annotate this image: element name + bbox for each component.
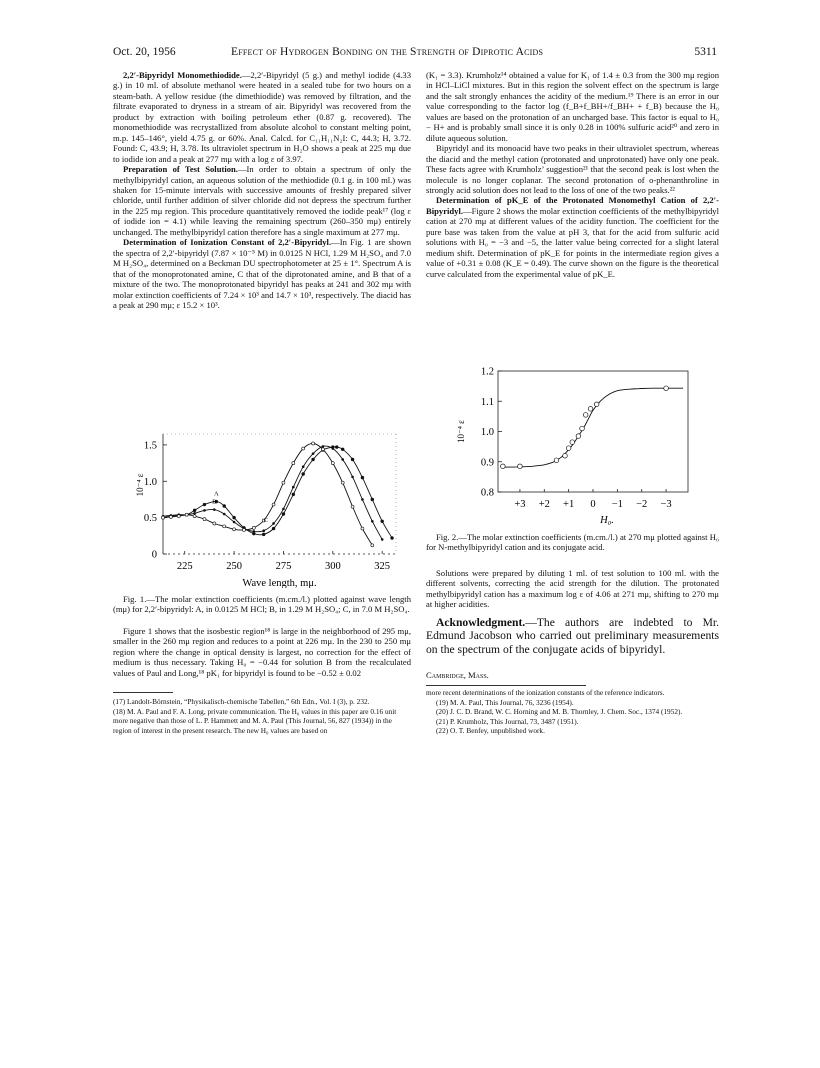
data-point-B — [282, 508, 285, 511]
data-point-C — [193, 515, 196, 518]
data-point — [583, 413, 588, 418]
paragraph-text: —2,2′-Bipyridyl (5 g.) and methyl iodide (4.33 g.) in 10 ml. of absolute methanol were heated in a sealed tube for two hours on a steam-bath. A yellow residue (the dimethiodide) was removed by filtration, and the filtrate evaporated to dryness in a stream of air. Bipyridyl was recovered from the product by extraction with boiling petroleum ether (0.87 g. recovered). The monomethiodide was recrystallized from absolute alcohol to constant melting point, m.p. 145–146°, yield 4.75 g. or 60%. Anal. Calcd. for C₁₁H₁₁N₂I: C, 44.3; H, 3.72. Found: C, 43.9; H, 3.78. Its ultraviolet spectrum in H₂O shows a peak at 225 mμ due to iodide ion and a peak at 277 mμ with a log ε of 3.97. — [113, 70, 411, 164]
footnotes-left — [113, 697, 411, 735]
data-point — [576, 434, 581, 439]
footnote: more recent determinations of the ionization constants of the reference indicators. — [426, 688, 665, 697]
y-tick-label: 1.2 — [480, 366, 494, 378]
right-paragraph — [426, 195, 719, 279]
data-point-C — [361, 527, 364, 530]
y-tick-label: 0.5 — [143, 513, 157, 525]
data-point — [580, 426, 585, 431]
x-tick-label: −1 — [611, 499, 623, 510]
section-heading: Determination of Ionization Constant of 2,2′-Bipyridyl. — [123, 237, 332, 248]
footnote: (20) J. C. D. Brand, W. C. Horning and M. B. Thornley, J. Chem. Soc., 1374 (1952). — [436, 707, 683, 717]
x-tick-label: 275 — [275, 561, 292, 572]
data-point-A — [341, 448, 344, 451]
section-heading: Determination of pK_E of the Protonated Monomethyl Cation of 2,2′-Bipyridyl. — [426, 195, 719, 216]
data-point-C — [169, 515, 172, 518]
data-point — [664, 386, 669, 391]
data-point-B — [351, 476, 354, 479]
header-date: Oct. 20, 1956 — [113, 46, 176, 58]
left-paragraph — [113, 237, 411, 310]
data-point-C — [203, 518, 206, 521]
data-point-C — [302, 447, 305, 450]
data-point-A — [193, 509, 196, 512]
left-after-figure — [113, 626, 411, 678]
x-tick-label: +2 — [538, 499, 550, 510]
data-point-B — [233, 521, 236, 524]
data-point-A — [203, 503, 206, 506]
series-line-C — [163, 443, 372, 545]
data-point-A — [351, 458, 354, 461]
figure-1-caption-text: Fig. 1.—The molar extinction coefficients (m.cm./l.) plotted against wave length (mμ) for 2,2′-bipyridyl: A, in 0.0125 M HCl; B, in 1.29 M H₂SO₄; C, in 7.0 M H₂SO₄. — [113, 594, 411, 615]
acknowledgment-text: —The authors are indebted to Mr. Edmund Jacobson who carried out preliminary measurements on the spectrum of the conjugate acids of bipyridyl. — [426, 616, 719, 656]
data-point-C — [282, 481, 285, 484]
data-point — [563, 453, 568, 458]
footnote: (18) M. A. Paul and F. A. Long, private communication. The H₀ values in this paper are 0.16 unit more negative than those of L. P. Hammett and M. A. Paul (This Journal, 56, 827 (1934)) in the region of interest in the present research. The new H₀ values are based on — [113, 706, 397, 735]
paragraph-text: —Figure 2 shows the molar extinction coefficients of the methylbipyridyl cation at 270 mμ at different values of the acidity function. The coefficient for the pure base was taken from the value at pH 3, that for the acid from sulfuric acid solutions with H₀ = −3 and −5, the latter value being corrected for a slight lateral medium shift. Determination of pK_E for points in the intermediate region gives a value of +0.31 ± 0.08 (K_E = 0.49). The curve shown on the figure is the theoretical curve calculated from the experimental value of pK_E. — [426, 205, 719, 279]
data-point-A — [390, 536, 393, 539]
footnote: (21) P. Krumholz, This Journal, 73, 3487 (1951). — [436, 716, 579, 726]
left-column — [113, 70, 411, 310]
data-point-B — [341, 458, 344, 461]
x-tick-label: 250 — [226, 561, 242, 572]
data-point-C — [223, 525, 226, 528]
data-point-A — [282, 512, 285, 515]
data-point-A — [272, 527, 275, 530]
data-point-B — [253, 530, 256, 533]
theoretical-curve — [503, 388, 683, 467]
data-point — [501, 464, 506, 469]
data-point-C — [185, 513, 188, 516]
paragraph-text: —In Fig. 1 are shown the spectra of 2,2′-bipyridyl (7.87 × 10⁻⁵ M) in 0.0125 N HCl, 1.29 M H₂SO₄ and 7.0 M H₂SO₄, determined on a Beckman DU spectrophotometer at 25 ± 1°. Spectrum A is that of the monoprotonated amine, C that of the diprotonated amine, and B that of a mixture of the two. The monoprotonated bipyridyl has peaks at 241 and 302 mμ with molar extinction coefficients of 7.24 × 10³ and 14.7 × 10³, respectively. The diacid has a peak at 290 mμ; ε 15.2 × 10³. — [113, 237, 411, 310]
data-point-A — [223, 504, 226, 507]
data-point-B — [292, 486, 295, 489]
figure-2-caption-text: Fig. 2.—The molar extinction coefficients (m.cm./l.) at 270 mμ plotted against H₀ for N-methylbipyridyl cation and its conjugate acid. — [426, 532, 719, 553]
data-point-C — [331, 462, 334, 465]
x-axis-label: Wave length, mμ. — [242, 578, 317, 588]
x-tick-label: 325 — [374, 561, 391, 572]
data-point-B — [312, 452, 315, 455]
left-paragraph — [113, 70, 411, 164]
data-point-B — [223, 513, 226, 516]
y-tick-label: 1.0 — [143, 476, 157, 488]
data-point-B — [361, 498, 364, 501]
figure-1-chart — [113, 428, 411, 588]
right-after-figure-text: Solutions were prepared by diluting 1 ml. of test solution to 100 ml. with the different solvents, correcting the acid strength for the dilution. The protonated methylbipyridyl cation has a maximum log ε of 4.06 at 271 mμ, shifting to 270 mμ at higher acidities. — [426, 568, 719, 610]
figure-2-caption — [426, 532, 719, 553]
acknowledgment-heading: Acknowledgment. — [436, 616, 526, 629]
data-point-A — [292, 493, 295, 496]
data-point-A — [311, 458, 314, 461]
data-point-A — [371, 498, 374, 501]
data-point-B — [203, 509, 206, 512]
right-paragraph — [426, 143, 719, 195]
data-point-B — [332, 447, 335, 450]
data-point-C — [252, 526, 255, 529]
data-point-B — [371, 520, 374, 523]
x-tick-label: +1 — [563, 499, 575, 510]
data-point-C — [272, 503, 275, 506]
paragraph-text: —In order to obtain a spectrum of only the methylbipyridyl cation, an aqueous solution of the methiodide (0.1 g. in 100 ml.) was shaken for 15-minute intervals with successive amounts of freshly prepared silver chloride, until further addition of silver chloride did not depress the spectrum further in the 225 mμ region. This procedure quantitatively removed the iodide peak¹⁷ (log ε of iodide ion = 4.1) while leaving the remaining spectrum (260–350 mμ) entirely unchanged. The methylbipyridyl cation therefore has a single maximum at 277 mμ. — [113, 164, 411, 237]
footnote-rule-left — [113, 692, 173, 693]
data-point-C — [242, 529, 245, 532]
data-point-A — [301, 472, 304, 475]
x-axis-label: H₀. — [600, 515, 614, 526]
data-point-B — [272, 522, 275, 525]
data-point-B — [302, 465, 305, 468]
data-point-C — [213, 522, 216, 525]
data-point — [588, 407, 593, 412]
data-point-C — [162, 516, 165, 519]
y-tick-label: 0.8 — [480, 487, 494, 499]
y-tick-label: 1.0 — [480, 427, 494, 438]
y-tick-label: 0 — [151, 549, 157, 561]
y-tick-label: 1.1 — [480, 396, 494, 408]
data-point-C — [177, 515, 180, 518]
series-label: B — [212, 498, 217, 506]
data-point-C — [371, 544, 374, 547]
series-line-B — [163, 446, 382, 539]
series-label: A — [213, 490, 219, 498]
data-point-B — [381, 538, 384, 541]
running-header — [113, 46, 717, 60]
x-tick-label: 0 — [590, 499, 596, 510]
data-point-A — [262, 533, 265, 536]
data-point-C — [292, 462, 295, 465]
paragraph-text: Bipyridyl and its monoacid have two peaks in their ultraviolet spectrum, whereas the diacid and the methyl cation (protonated and unprotonated) have only one peak. These facts agree with Krumholz’ suggestion²¹ that the second peak is lost when the molecule is no longer coplanar. The second protonation of o-phenanthroline in strongly acid solution does not lead to the loss of one of the two peaks.²² — [426, 143, 719, 195]
acknowledgment — [426, 616, 719, 656]
series-label: C — [263, 516, 268, 524]
y-tick-label: 0.9 — [480, 457, 494, 469]
x-tick-label: −3 — [660, 499, 672, 510]
data-point-C — [321, 448, 324, 451]
data-point-B — [213, 508, 216, 511]
data-point-B — [262, 529, 265, 532]
data-point-B — [193, 512, 196, 515]
right-after-figure — [426, 568, 719, 610]
data-point-C — [351, 505, 354, 508]
data-point-B — [322, 445, 325, 448]
left-paragraph — [113, 164, 411, 237]
footnotes-right — [426, 688, 719, 736]
plot-frame — [498, 371, 688, 492]
data-point-A — [232, 516, 235, 519]
x-tick-label: +3 — [514, 499, 526, 510]
data-point-A — [380, 520, 383, 523]
left-after-figure-text: Figure 1 shows that the isosbestic region¹⁸ is large in the neighborhood of 295 mμ, smaller in the 260 mμ region and reduces to a point at 226 mμ. In the 230 to 250 mμ region where the change in optical density is largest, no correction for the effect of medium is thus necessary. Taking H₀ = −0.44 for solution B from the recalculated values of Paul and Long,¹⁸ pK₁ for bipyridyl is found to be −0.52 ± 0.02 — [113, 626, 411, 678]
data-point-C — [233, 528, 236, 531]
data-point-A — [335, 445, 338, 448]
section-heading: 2,2′-Bipyridyl Monomethiodide. — [123, 70, 242, 80]
section-heading: Preparation of Test Solution. — [123, 164, 238, 175]
header-page-number: 5311 — [694, 46, 717, 58]
paragraph-text: (K₁ = 3.3). Krumholz¹⁴ obtained a value for K₁ of 1.4 ± 0.3 from the 300 mμ region in HCl–LiCl mixtures. But in this region the solvent effect on the spectrum is large and the salt strongly enhances the acidity of the medium.¹⁹ There is an error in our value corresponding to the factor log (f_B+f_BH+/f_BH+ + f_B) because the H₀ values are based on the protonation of an uncharged base. This factor is equal to H₀ − H+ and is probably small since it is only 0.28 in 100% sulfuric acid²⁰ and zero in dilute aqueous solution. — [426, 70, 719, 143]
series-line-A — [163, 447, 392, 538]
right-column — [426, 70, 719, 279]
x-tick-label: 225 — [176, 561, 193, 572]
footnote: (17) Landolt-Börnstein, “Physikalisch-chemische Tabellen,” 6th Edn., Vol. I (3), p. 232. — [113, 697, 370, 706]
y-axis-label: 10⁻⁴ ε — [456, 420, 466, 443]
data-point-C — [312, 442, 315, 445]
data-point-A — [361, 476, 364, 479]
data-point — [570, 440, 575, 445]
data-point — [518, 464, 523, 469]
author-location: Cambridge, Mass. — [426, 670, 489, 680]
footnote: (22) O. T. Benfey, unpublished work. — [436, 726, 545, 736]
footnote-rule-right — [426, 685, 586, 686]
x-tick-label: 300 — [324, 561, 341, 572]
right-paragraph — [426, 70, 719, 143]
data-point — [554, 458, 559, 463]
data-point — [594, 402, 599, 407]
y-axis-label: 10⁻⁴ ε — [135, 473, 145, 497]
header-title: Effect of Hydrogen Bonding on the Strength of Diprotic Acids — [231, 46, 544, 58]
data-point-C — [341, 481, 344, 484]
x-tick-label: −2 — [636, 499, 648, 510]
figure-2-chart — [426, 366, 719, 526]
y-tick-label: 1.5 — [143, 440, 157, 452]
figure-1-caption — [113, 594, 411, 615]
footnote: (19) M. A. Paul, This Journal, 76, 3236 (1954). — [436, 697, 574, 707]
data-point — [566, 446, 571, 451]
